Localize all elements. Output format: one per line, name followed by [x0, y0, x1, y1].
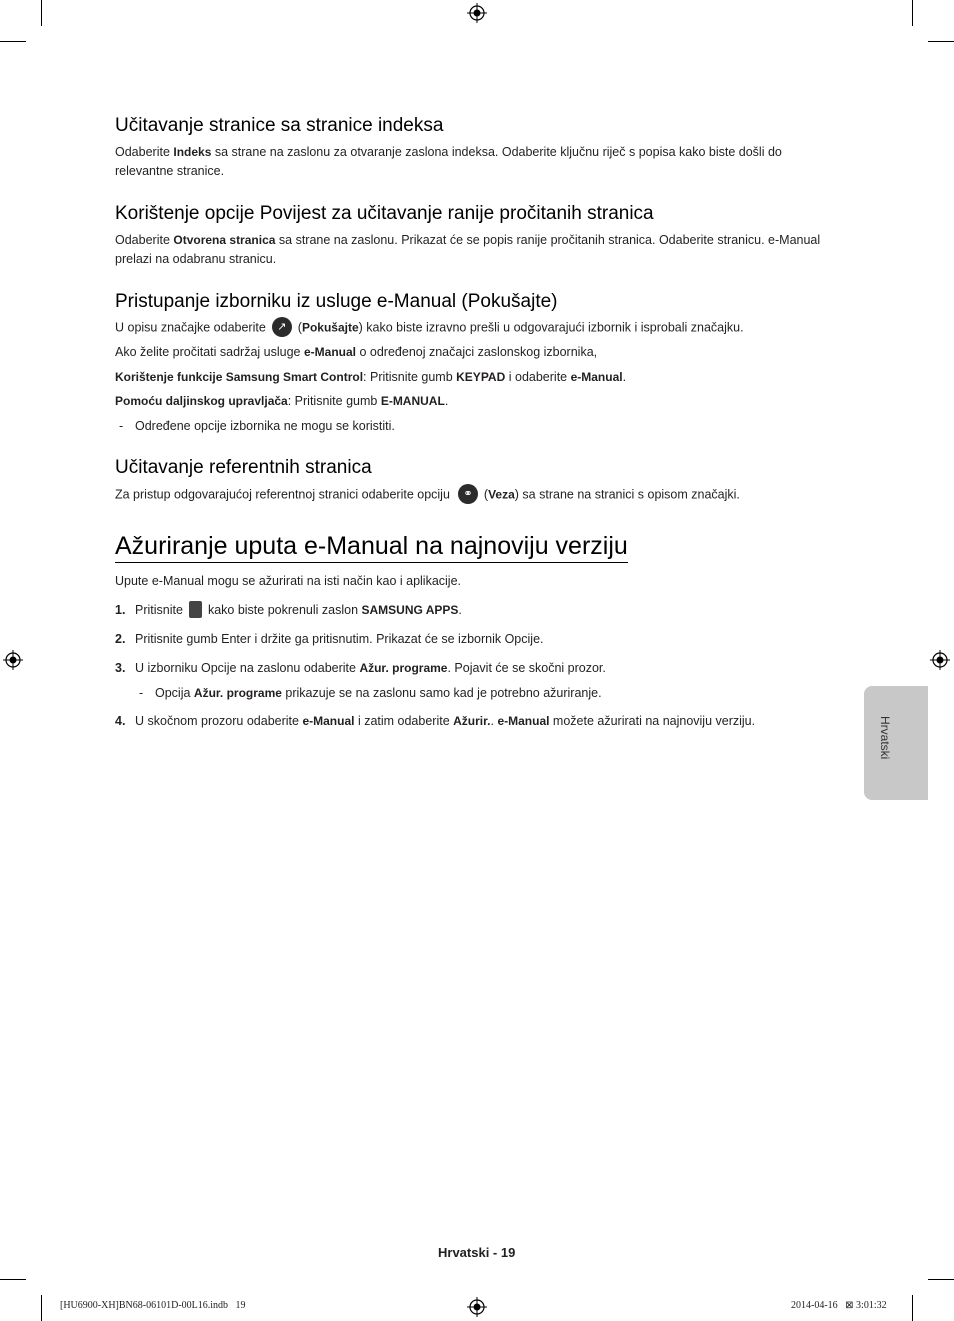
step-subnote: Opcija Ažur. programe prikazuje se na zaslonu samo kad je potrebno ažuriranje.	[155, 686, 602, 700]
language-side-tab: Hrvatski	[864, 686, 928, 800]
section-line: Ako želite pročitati sadržaj usluge e-Manual o određenoj značajci zaslonskog izbornika,	[115, 345, 598, 359]
crop-mark	[0, 1279, 26, 1280]
registration-mark-icon	[467, 1297, 487, 1317]
note-dash: -	[119, 419, 124, 433]
step-text: Pritisnite gumb Enter i držite ga pritisnutim. Prikazat će se izbornik Opcije.	[135, 632, 544, 646]
step-text: Pritisnite kako biste pokrenuli zaslon SAMSUNG APPS.	[135, 603, 462, 617]
try-now-icon: ↗	[272, 317, 292, 337]
section-heading: Korištenje opcije Povijest za učitavanje ranije pročitanih stranica	[115, 203, 654, 224]
section-line: Za pristup odgovarajućoj referentnoj stranici odaberite opciju ⚭ (Veza) sa strane na stranici s opisom značajki.	[115, 485, 840, 505]
update-intro: Upute e-Manual mogu se ažurirati na isti način kao i aplikacije.	[115, 574, 462, 588]
crop-mark	[928, 41, 954, 42]
crop-mark	[41, 1295, 42, 1321]
crop-mark	[912, 0, 913, 26]
crop-mark	[912, 1295, 913, 1321]
section-heading: Pristupanje izborniku iz usluge e-Manual (Pokušajte)	[115, 291, 558, 312]
section-paragraph: Odaberite Otvorena stranica sa strane na zaslonu. Prikazat će se popis ranije pročitanih stranica. Odaberite stranicu. e-Manual prelazi na odabranu stranicu.	[115, 233, 821, 266]
step-number: 2.	[115, 632, 126, 646]
section-line: Korištenje funkcije Samsung Smart Control: Pritisnite gumb KEYPAD i odaberite e-Manual.	[115, 370, 627, 384]
page-title: Ažuriranje uputa e-Manual na najnoviju verziju	[115, 532, 628, 563]
registration-mark-icon	[3, 650, 23, 670]
step-number: 4.	[115, 714, 126, 728]
link-icon: ⚭	[458, 484, 478, 504]
step-text: U skočnom prozoru odaberite e-Manual i zatim odaberite Ažurir.. e-Manual možete ažurirati na najnoviju verziju.	[135, 714, 756, 728]
crop-mark	[0, 41, 26, 42]
registration-mark-icon	[467, 3, 487, 23]
step-number: 1.	[115, 603, 126, 617]
step-text: U izborniku Opcije na zaslonu odaberite Ažur. programe. Pojavit će se skočni prozor.	[135, 661, 606, 675]
section-line: U opisu značajke odaberite ↗ (Pokušajte) kako biste izravno prešli u odgovarajući izbornik i isprobali značajku.	[115, 318, 840, 338]
crop-mark	[41, 0, 42, 26]
step-number: 3.	[115, 661, 126, 675]
samsung-apps-icon	[189, 601, 202, 618]
file-imprint: [HU6900-XH]BN68-06101D-00L16.indb 19	[60, 1300, 246, 1311]
subnote-dash: -	[139, 686, 144, 700]
section-heading: Učitavanje stranice sa stranice indeksa	[115, 115, 444, 136]
date-imprint: 2014-04-16 ⊠ 3:01:32	[791, 1300, 887, 1311]
crop-mark	[928, 1279, 954, 1280]
section-line: Pomoću daljinskog upravljača: Pritisnite gumb E-MANUAL.	[115, 394, 449, 408]
note-text: Određene opcije izbornika ne mogu se koristiti.	[135, 419, 395, 433]
section-paragraph: Odaberite Indeks sa strane na zaslonu za otvaranje zaslona indeksa. Odaberite ključnu riječ s popisa kako biste došli do relevantne stranice.	[115, 145, 782, 178]
registration-mark-icon	[930, 650, 950, 670]
section-heading: Učitavanje referentnih stranica	[115, 457, 372, 478]
page-number: Hrvatski - 19	[438, 1245, 516, 1260]
